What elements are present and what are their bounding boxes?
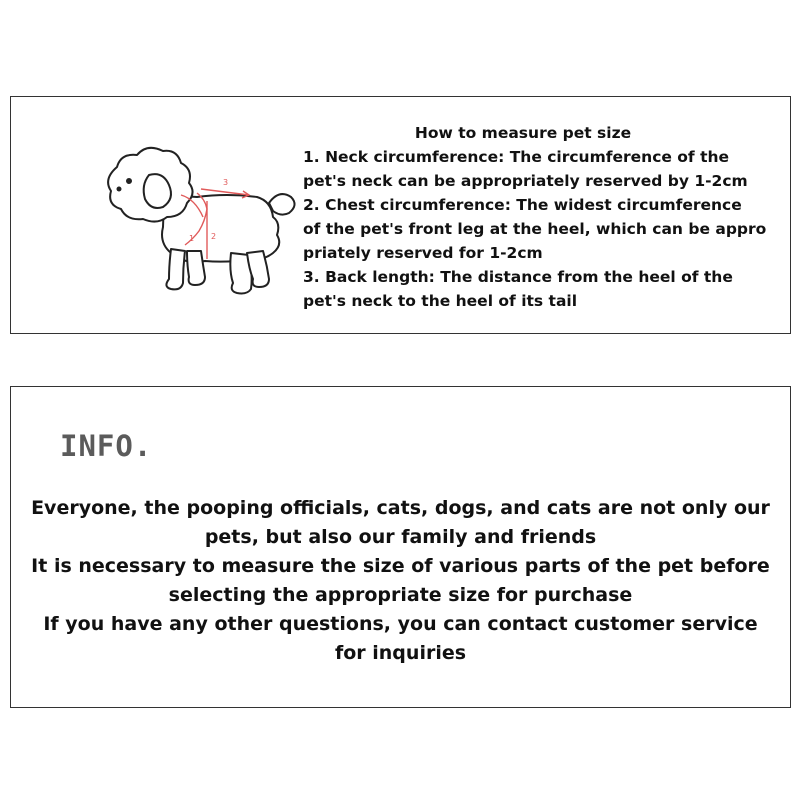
measure-line: 1. Neck circumference: The circumference of the <box>303 148 730 166</box>
info-line: for inquiries <box>334 642 467 664</box>
diagram-label-3: 3 <box>223 178 229 187</box>
info-line: selecting the appropriate size for purchase <box>168 584 633 606</box>
dog-measurement-illustration <box>97 145 311 305</box>
measure-line: of the pet's front leg at the heel, which can be appro <box>303 220 767 238</box>
measure-line: 3. Back length: The distance from the heel of the <box>303 268 733 286</box>
diagram-label-1: 1 <box>189 234 195 243</box>
measure-line: priately reserved for 1-2cm <box>303 244 543 262</box>
info-line: If you have any other questions, you can contact customer service <box>43 613 758 635</box>
measure-line: pet's neck can be appropriately reserved by 1-2cm <box>303 172 748 190</box>
info-line: pets, but also our family and friends <box>204 526 597 548</box>
measure-line: 2. Chest circumference: The widest circumference <box>303 196 742 214</box>
measure-line: pet's neck to the heel of its tail <box>303 292 578 310</box>
measure-guide-panel <box>10 96 791 334</box>
info-line: Everyone, the pooping officials, cats, dogs, and cats are not only our <box>31 497 770 519</box>
info-body <box>11 494 790 668</box>
measure-title: How to measure pet size <box>414 124 632 142</box>
measure-instructions <box>303 121 787 313</box>
diagram-label-2: 2 <box>211 232 217 241</box>
info-line: It is necessary to measure the size of various parts of the pet before <box>31 555 770 577</box>
info-panel <box>10 386 791 708</box>
info-heading: INFO. <box>60 429 153 463</box>
